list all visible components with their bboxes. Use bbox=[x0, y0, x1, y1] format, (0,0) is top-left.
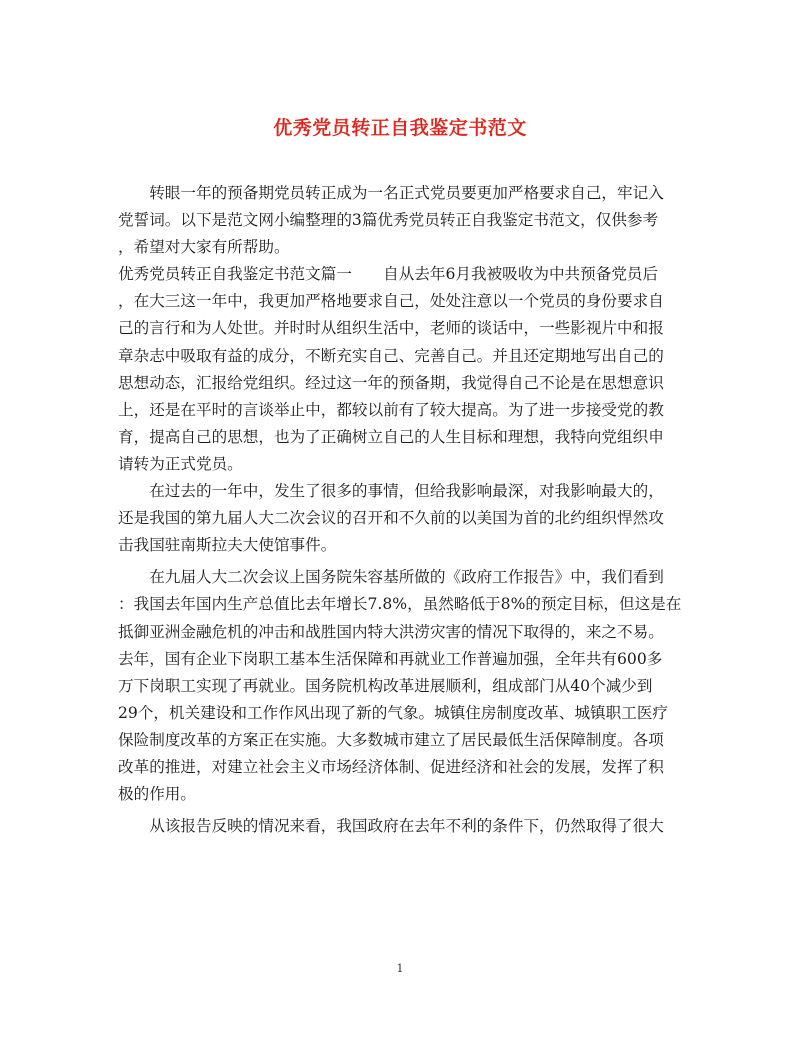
document-body bbox=[118, 180, 683, 845]
text-line: 在过去的一年中，发生了很多的事情，但给我影响最深，对我影响最大的， bbox=[118, 482, 664, 501]
text-line: 请转为正式党员。 bbox=[118, 454, 243, 473]
text-line: 在九届人大二次会议上国务院朱容基所做的《政府工作报告》中，我们看到 bbox=[118, 568, 664, 587]
page-number: 1 bbox=[396, 962, 404, 975]
paragraph bbox=[118, 478, 683, 559]
text-line: 极的作用。 bbox=[118, 785, 196, 804]
text-line: 万下岗职工实现了再就业。国务院机构改革进展顺利，组成部门从40个减少到 bbox=[118, 676, 653, 695]
document-title: 优秀党员转正自我鉴定书范文 bbox=[273, 117, 527, 139]
text-line: 优秀党员转正自我鉴定书范文篇一 自从去年6月我被吸收为中共预备党员后 bbox=[118, 265, 659, 284]
text-line: ，希望对大家有所帮助。 bbox=[118, 238, 290, 257]
text-line: 击我国驻南斯拉夫大使馆事件。 bbox=[118, 536, 337, 555]
text-line: 抵御亚洲金融危机的冲击和战胜国内特大洪涝灾害的情况下取得的，来之不易。 bbox=[118, 622, 664, 641]
text-line: 思想动态，汇报给党组织。经过这一年的预备期，我觉得自己不论是在思想意识 bbox=[118, 373, 664, 392]
text-line: 还是我国的第九届人大二次会议的召开和不久前的以美国为首的北约组织悍然攻 bbox=[118, 509, 664, 528]
text-line: 上，还是在平时的言谈举止中，都较以前有了较大提高。为了进一步接受党的教 bbox=[118, 400, 664, 419]
text-line: 育，提高自己的思想，也为了正确树立自己的人生目标和理想，我特向党组织申 bbox=[118, 427, 664, 446]
text-line: 改革的推进，对建立社会主义市场经济体制、促进经济和社会的发展，发挥了积 bbox=[118, 757, 664, 776]
text-line: 章杂志中吸取有益的成分，不断充实自己、完善自己。并且还定期地写出自己的 bbox=[118, 346, 664, 365]
paragraph bbox=[118, 813, 683, 840]
paragraph bbox=[118, 180, 683, 478]
text-line: 转眼一年的预备期党员转正成为一名正式党员要更加严格要求自己，牢记入 bbox=[118, 184, 664, 202]
text-line: 保险制度改革的方案正在实施。大多数城市建立了居民最低生活保障制度。各项 bbox=[118, 730, 664, 749]
paragraph bbox=[118, 564, 683, 808]
text-line: 己的言行和为人处世。并时时从组织生活中，老师的谈话中，一些影视片中和报 bbox=[118, 319, 664, 338]
text-line: 从该报告反映的情况来看，我国政府在去年不利的条件下，仍然取得了很大 bbox=[118, 817, 664, 836]
text-line: 29个，机关建设和工作作风出现了新的气象。城镇住房制度改革、城镇职工医疗 bbox=[118, 703, 669, 722]
text-line: ：我国去年国内生产总值比去年增长7.8%，虽然略低于8%的预定目标，但这是在 bbox=[118, 595, 682, 614]
text-line: 去年，国有企业下岗职工基本生活保障和再就业工作普遍加强，全年共有600多 bbox=[118, 649, 663, 668]
text-line: 党誓词。以下是范文网小编整理的3篇优秀党员转正自我鉴定书范文，仅供参考 bbox=[118, 211, 659, 230]
text-line: ，在大三这一年中，我更加严格地要求自己，处处注意以一个党员的身份要求自 bbox=[118, 292, 664, 311]
